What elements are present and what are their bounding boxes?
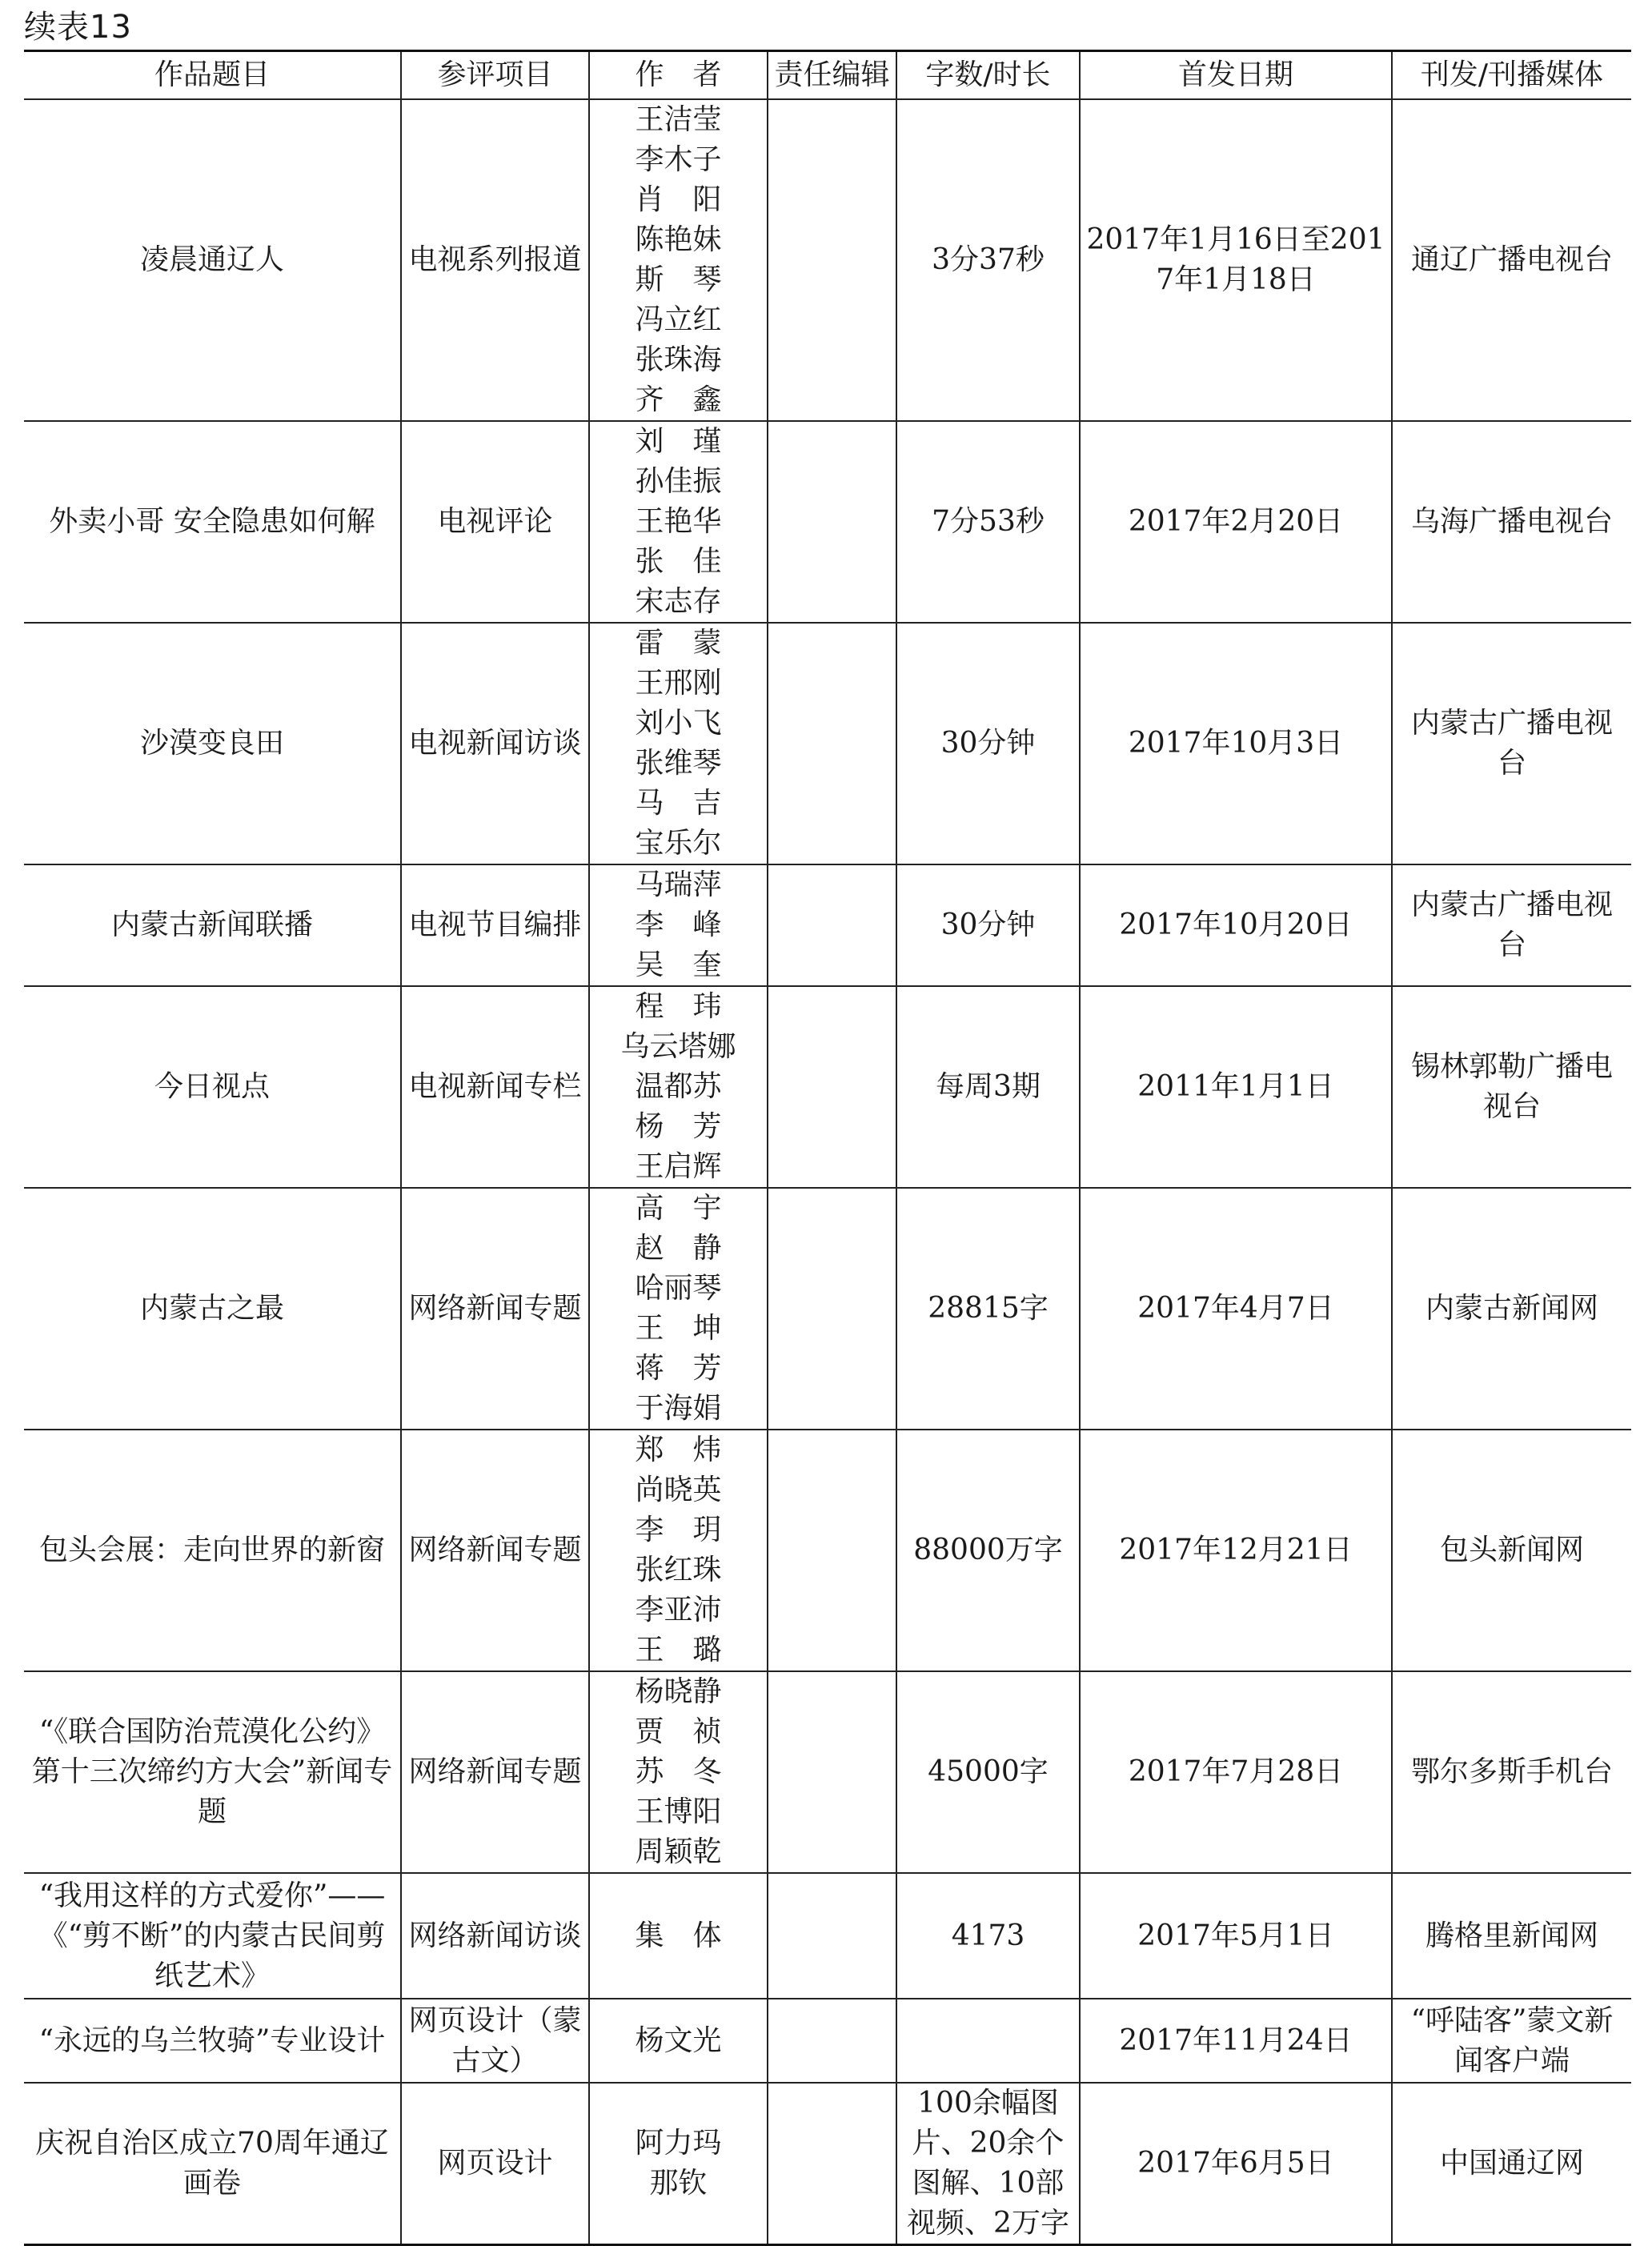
- author-name: 那钦: [649, 2167, 708, 2200]
- header-media: 刊发/刊播媒体: [1392, 51, 1631, 100]
- cell-editor: [768, 1873, 896, 1999]
- award-table: [24, 50, 1631, 2246]
- cell-category: 电视系列报道: [401, 99, 589, 421]
- cell-media: 鄂尔多斯手机台: [1392, 1671, 1631, 1873]
- cell-length: 45000字: [896, 1671, 1080, 1873]
- cell-title: 包头会展：走向世界的新窗: [24, 1430, 401, 1671]
- cell-authors: [589, 1671, 768, 1873]
- author-name: 阿力玛: [635, 2127, 722, 2160]
- author-name: 王启辉: [635, 1150, 722, 1183]
- author-name: 陈艳妹: [635, 223, 722, 256]
- cell-date: 2017年11月24日: [1080, 1999, 1392, 2083]
- cell-editor: [768, 2083, 896, 2245]
- table-row: [24, 99, 1631, 421]
- cell-category: 网络新闻专题: [401, 1430, 589, 1671]
- cell-date: 2017年10月20日: [1080, 864, 1392, 986]
- cell-category: 电视节目编排: [401, 864, 589, 986]
- cell-authors: [589, 421, 768, 623]
- author-name: 赵 静: [635, 1232, 722, 1265]
- cell-date: 2017年12月21日: [1080, 1430, 1392, 1671]
- header-category: 参评项目: [401, 51, 589, 100]
- table-row: [24, 1188, 1631, 1430]
- cell-media: 腾格里新闻网: [1392, 1873, 1631, 1999]
- table-caption: 续表13: [24, 9, 132, 46]
- author-name: 王博阳: [635, 1795, 722, 1828]
- cell-title: 庆祝自治区成立70周年通辽画卷: [24, 2083, 401, 2245]
- author-name: 乌云塔娜: [620, 1030, 736, 1063]
- author-name: 齐 鑫: [635, 383, 722, 416]
- author-name: 王艳华: [635, 505, 722, 538]
- cell-editor: [768, 864, 896, 986]
- author-name: 冯立红: [635, 303, 722, 336]
- cell-length: 3分37秒: [896, 99, 1080, 421]
- author-name: 集 体: [635, 1919, 722, 1952]
- author-name: 李 玥: [635, 1514, 722, 1546]
- cell-editor: [768, 1188, 896, 1430]
- header-row: [24, 51, 1631, 100]
- cell-category: 电视新闻访谈: [401, 623, 589, 864]
- cell-length: 88000万字: [896, 1430, 1080, 1671]
- cell-media: 通辽广播电视台: [1392, 99, 1631, 421]
- cell-authors: [589, 864, 768, 986]
- author-name: 张 佳: [635, 545, 722, 578]
- author-name: 杨晓静: [635, 1675, 722, 1708]
- author-name: 王 坤: [635, 1312, 722, 1345]
- table-row: [24, 1430, 1631, 1671]
- cell-title: 今日视点: [24, 986, 401, 1188]
- cell-date: 2017年7月28日: [1080, 1671, 1392, 1873]
- cell-editor: [768, 623, 896, 864]
- table-row: [24, 623, 1631, 864]
- author-name: 贾 祯: [635, 1715, 722, 1748]
- cell-editor: [768, 1430, 896, 1671]
- author-name: 雷 蒙: [635, 627, 722, 660]
- cell-authors: [589, 986, 768, 1188]
- cell-length: 4173: [896, 1873, 1080, 1999]
- table-row: [24, 986, 1631, 1188]
- cell-media: 锡林郭勒广播电视台: [1392, 986, 1631, 1188]
- cell-category: 电视评论: [401, 421, 589, 623]
- author-name: 杨文光: [635, 2023, 722, 2057]
- cell-media: “呼陆客”蒙文新闻客户端: [1392, 1999, 1631, 2083]
- cell-title: “《联合国防治荒漠化公约》第十三次缔约方大会”新闻专题: [24, 1671, 401, 1873]
- cell-length: 7分53秒: [896, 421, 1080, 623]
- author-name: 吴 奎: [635, 949, 722, 981]
- cell-media: 中国通辽网: [1392, 2083, 1631, 2245]
- cell-title: “永远的乌兰牧骑”专业设计: [24, 1999, 401, 2083]
- author-name: 斯 琴: [635, 263, 722, 296]
- header-length: 字数/时长: [896, 51, 1080, 100]
- cell-authors: [589, 1430, 768, 1671]
- cell-media: 内蒙古新闻网: [1392, 1188, 1631, 1430]
- cell-category: 网络新闻访谈: [401, 1873, 589, 1999]
- cell-media: 包头新闻网: [1392, 1430, 1631, 1671]
- cell-authors: [589, 99, 768, 421]
- author-name: 张红珠: [635, 1554, 722, 1586]
- cell-media: 内蒙古广播电视台: [1392, 623, 1631, 864]
- table-row: [24, 1999, 1631, 2083]
- table-row: [24, 421, 1631, 623]
- author-name: 温都苏: [635, 1070, 722, 1103]
- author-name: 刘小飞: [635, 707, 722, 740]
- author-name: 苏 冬: [635, 1755, 722, 1788]
- table-row: [24, 2083, 1631, 2245]
- author-name: 李木子: [635, 143, 722, 176]
- author-name: 哈丽琴: [635, 1272, 722, 1305]
- author-name: 郑 炜: [635, 1434, 722, 1466]
- cell-date: 2017年4月7日: [1080, 1188, 1392, 1430]
- author-name: 王 璐: [635, 1634, 722, 1666]
- cell-authors: [589, 623, 768, 864]
- cell-category: 网络新闻专题: [401, 1671, 589, 1873]
- cell-title: 内蒙古新闻联播: [24, 864, 401, 986]
- cell-editor: [768, 1671, 896, 1873]
- table-row: [24, 1671, 1631, 1873]
- author-name: 蒋 芳: [635, 1352, 722, 1385]
- cell-date: 2017年6月5日: [1080, 2083, 1392, 2245]
- cell-title: 凌晨通辽人: [24, 99, 401, 421]
- cell-category: 网络新闻专题: [401, 1188, 589, 1430]
- author-name: 张维琴: [635, 747, 722, 780]
- header-title: 作品题目: [24, 51, 401, 100]
- cell-editor: [768, 99, 896, 421]
- cell-authors: [589, 1999, 768, 2083]
- cell-editor: [768, 421, 896, 623]
- author-name: 程 玮: [635, 990, 722, 1023]
- cell-authors: [589, 1873, 768, 1999]
- cell-category: 网页设计（蒙古文）: [401, 1999, 589, 2083]
- author-name: 马瑞萍: [635, 868, 722, 901]
- cell-date: 2017年2月20日: [1080, 421, 1392, 623]
- cell-title: “我用这样的方式爱你”——《“剪不断”的内蒙古民间剪纸艺术》: [24, 1873, 401, 1999]
- author-name: 刘 瑾: [635, 425, 722, 458]
- cell-title: 外卖小哥 安全隐患如何解: [24, 421, 401, 623]
- author-name: 孙佳振: [635, 465, 722, 498]
- author-name: 王邢刚: [635, 667, 722, 700]
- cell-editor: [768, 986, 896, 1188]
- cell-length: 28815字: [896, 1188, 1080, 1430]
- header-date: 首发日期: [1080, 51, 1392, 100]
- author-name: 尚晓英: [635, 1474, 722, 1506]
- author-name: 高 宇: [635, 1192, 722, 1225]
- author-name: 李亚沛: [635, 1594, 722, 1626]
- author-name: 马 吉: [635, 787, 722, 820]
- author-name: 于海娟: [635, 1392, 722, 1425]
- cell-title: 内蒙古之最: [24, 1188, 401, 1430]
- table-row: [24, 1873, 1631, 1999]
- header-editor: 责任编辑: [768, 51, 896, 100]
- author-name: 张珠海: [635, 343, 722, 376]
- author-name: 李 峰: [635, 908, 722, 941]
- author-name: 王洁莹: [635, 103, 722, 136]
- cell-title: 沙漠变良田: [24, 623, 401, 864]
- cell-date: 2011年1月1日: [1080, 986, 1392, 1188]
- cell-authors: [589, 1188, 768, 1430]
- author-name: 宋志存: [635, 585, 722, 618]
- cell-media: 内蒙古广播电视台: [1392, 864, 1631, 986]
- cell-category: 电视新闻专栏: [401, 986, 589, 1188]
- cell-authors: [589, 2083, 768, 2245]
- cell-editor: [768, 1999, 896, 2083]
- table-row: [24, 864, 1631, 986]
- author-name: 宝乐尔: [635, 827, 722, 860]
- cell-media: 乌海广播电视台: [1392, 421, 1631, 623]
- cell-length: 每周3期: [896, 986, 1080, 1188]
- cell-length: 30分钟: [896, 864, 1080, 986]
- author-name: 肖 阳: [635, 183, 722, 216]
- cell-date: 2017年5月1日: [1080, 1873, 1392, 1999]
- cell-length: [896, 1999, 1080, 2083]
- cell-length: 30分钟: [896, 623, 1080, 864]
- cell-date: 2017年10月3日: [1080, 623, 1392, 864]
- header-authors: 作 者: [589, 51, 768, 100]
- cell-length: 100余幅图片、20余个图解、10部视频、2万字: [896, 2083, 1080, 2245]
- author-name: 杨 芳: [635, 1110, 722, 1143]
- cell-date: 2017年1月16日至2017年1月18日: [1080, 99, 1392, 421]
- author-name: 周颖乾: [635, 1835, 722, 1868]
- cell-category: 网页设计: [401, 2083, 589, 2245]
